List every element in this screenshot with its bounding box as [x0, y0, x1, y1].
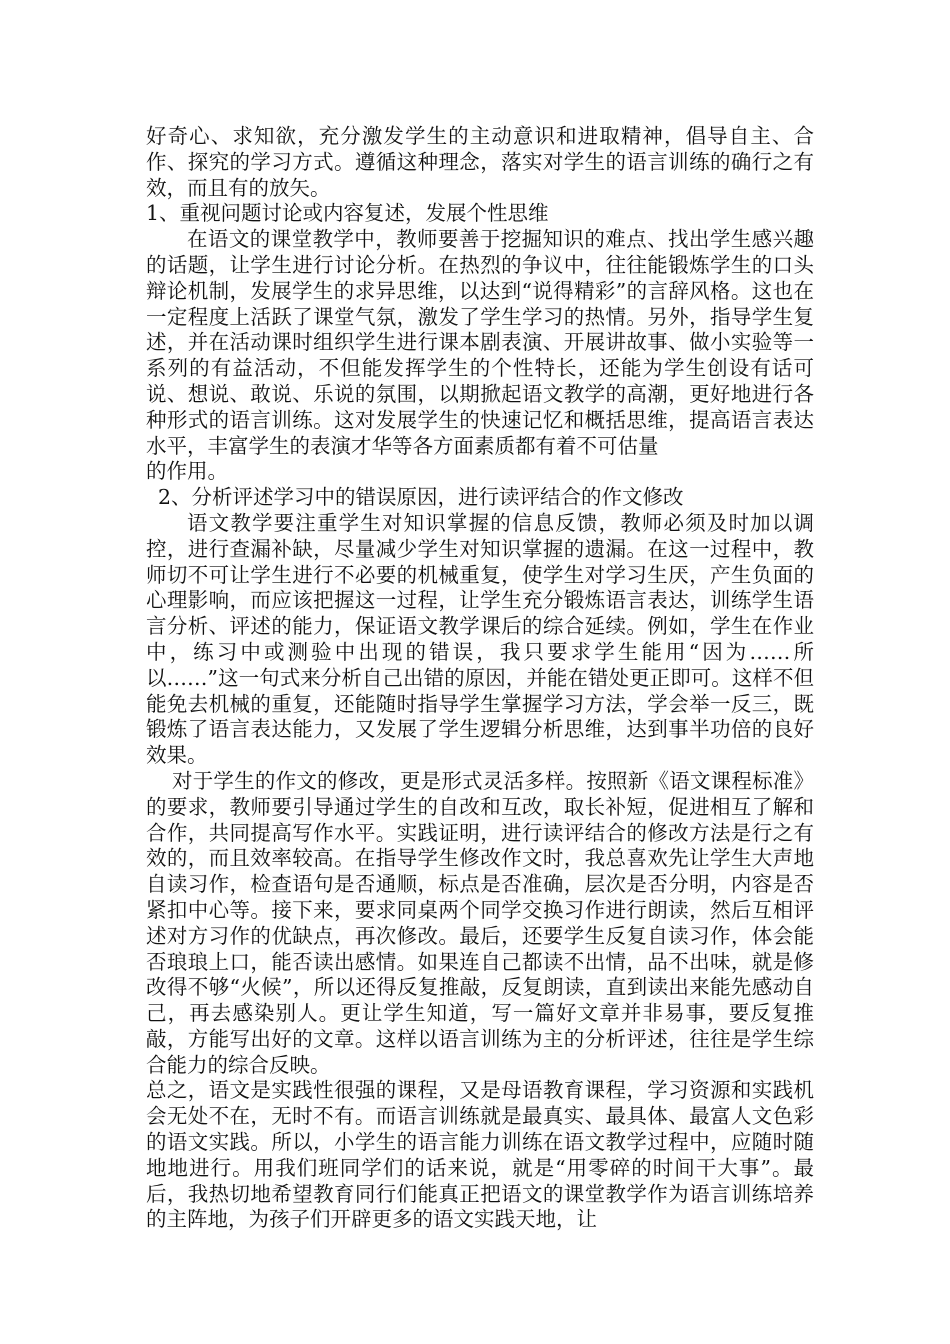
paragraph-conclusion: 总之，语文是实践性很强的课程，又是母语教育课程，学习资源和实践机会无处不在，无时不有。而语言训练就是最真实、最具体、最富人文色彩的语文实践。所以，小学生的语言能力训练在语文教学过程中，应随时随地地进行。用我们班同学们的话来说，就是“用零碎的时间干大事”。最后，我热切地希望教育同行们能真正把语文的课堂教学作为语言训练培养的主阵地，为孩子们开辟更多的语文实践天地，让 — [146, 1078, 814, 1232]
paragraph-composition: 对于学生的作文的修改，更是形式灵活多样。按照新《语文课程标准》的要求，教师要引导通过学生的自改和互改，取长补短，促进相互了解和合作，共同提高写作水平。实践证明，进行读评结合的修改方法是行之有效的，而且效率较高。在指导学生修改作文时，我总喜欢先让学生大声地自读习作，检查语句是否通顺，标点是否准确，层次是否分明，内容是否紧扣中心等。接下来，要求同桌两个同学交换习作进行朗读，然后互相评述对方习作的优缺点，再次修改。最后，还要学生反复自读习作，体会能否琅琅上口，能否读出感情。如果连自己都读不出情，品不出味，就是修改得不够“火候”，所以还得反复推敲，反复朗读，直到读出来能先感动自己，再去感染别人。更让学生知道，写一篇好文章并非易事，要反复推敲，方能写出好的文章。这样以语言训练为主的分析评述，往往是学生综合能力的综合反映。 — [146, 768, 814, 1077]
paragraph-intro-continuation: 好奇心、求知欲，充分激发学生的主动意识和进取精神，倡导自主、合作、探究的学习方式。遵循这种理念，落实对学生的语言训练的确行之有效，而且有的放矢。 — [146, 124, 814, 200]
paragraph-feedback: 语文教学要注重学生对知识掌握的信息反馈，教师必须及时加以调控，进行查漏补缺，尽量减少学生对知识掌握的遗漏。在这一过程中，教师切不可让学生进行不必要的机械重复，使学生对学习生厌，产生负面的心理影响，而应该把握这一过程，让学生充分锻炼语言表达，训练学生语言分析、评述的能力，保证语文教学课后的综合延续。例如，学生在作业中，练习中或测验中出现的错误，我只要求学生能用“因为……所以……”这一句式来分析自己出错的原因，并能在错处更正即可。这样不但能免去机械的重复，还能随时指导学生掌握学习方法，学会举一反三，既锻炼了语言表达能力，又发展了学生逻辑分析思维，达到事半功倍的良好效果。 — [146, 510, 814, 768]
paragraph-discussion-tail: 的作用。 — [146, 459, 228, 484]
section-heading-2: 2、分析评述学习中的错误原因，进行读评结合的作文修改 — [158, 485, 684, 510]
document-page — [146, 124, 814, 1233]
paragraph-discussion: 在语文的课堂教学中，教师要善于挖掘知识的难点、找出学生感兴趣的话题，让学生进行讨论分析。在热烈的争议中，往往能锻炼学生的口头辩论机制，发展学生的求异思维，以达到“说得精彩”的言辞风格。这也在一定程度上活跃了课堂气氛，激发了学生学习的热情。另外，指导学生复述，并在活动课时组织学生进行课本剧表演、开展讲故事、做小实验等一系列的有益活动，不但能发挥学生的个性特长，还能为学生创设有话可说、想说、敢说、乐说的氛围，以期掀起语文教学的高潮，更好地进行各种形式的语言训练。这对发展学生的快速记忆和概括思维，提高语言表达水平，丰富学生的表演才华等各方面素质都有着不可估量 — [146, 227, 814, 458]
section-heading-1: 1、重视问题讨论或内容复述，发展个性思维 — [146, 201, 549, 226]
